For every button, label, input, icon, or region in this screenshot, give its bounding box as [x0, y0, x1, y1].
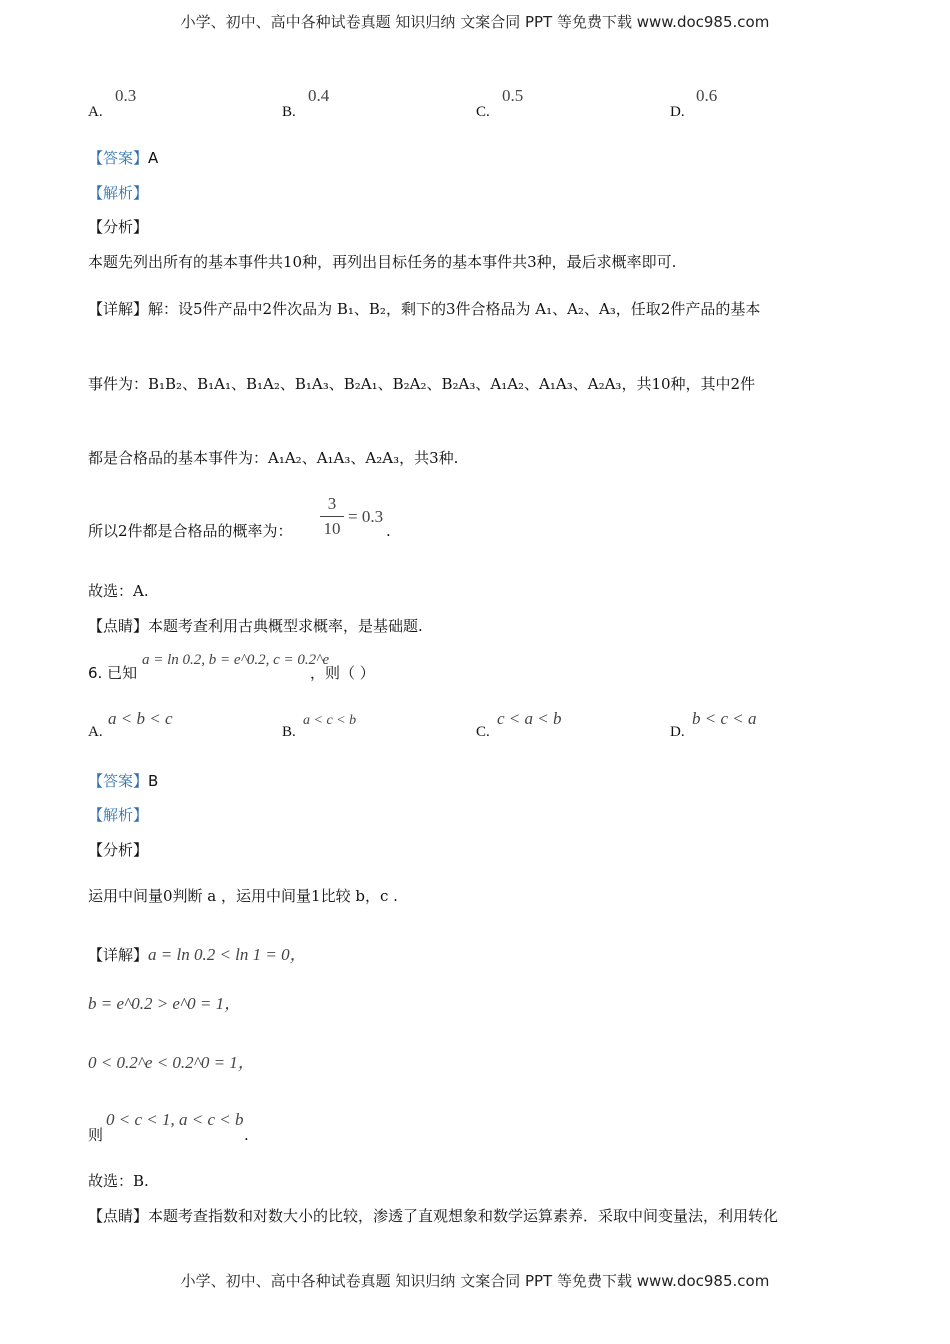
- option-c-label: C.: [476, 104, 490, 120]
- q6-detail-formula-2: b = e^0.2 > e^0 = 1，: [88, 994, 242, 1013]
- q6-answer-line: [88, 771, 158, 791]
- q6-detail-formula-4: 0 < c < 1, a < c < b: [106, 1110, 244, 1129]
- q6-option-b-label: B.: [282, 724, 296, 740]
- option-b-value: 0.4: [308, 86, 330, 105]
- q6-detail-formula-1: a = ln 0.2 < ln 1 = 0，: [148, 945, 307, 964]
- fenxi-tag: 【分析】: [88, 218, 149, 236]
- fraction: [320, 494, 344, 539]
- q6-choose-line: 故选：B.: [88, 1172, 149, 1190]
- answer-value: A: [148, 149, 159, 167]
- period: .: [386, 522, 391, 540]
- q6-option-d-value: b < c < a: [692, 709, 757, 728]
- detail-line-3: 都是合格品的基本事件为：A₁A₂、A₁A₃、A₂A₃，共3种.: [88, 449, 459, 467]
- page-header: 小学、初中、高中各种试卷真题 知识归纳 文案合同 PPT 等免费下载 www.doc985.com: [180, 13, 770, 31]
- prob-text: 所以2件都是合格品的概率为：: [88, 522, 293, 540]
- detail-line-1: [88, 299, 760, 319]
- q6-then-prefix: 则: [88, 1126, 104, 1144]
- comment-line: [88, 616, 423, 636]
- detail-line-2: 事件为：B₁B₂、B₁A₁、B₁A₂、B₁A₃、B₂A₁、B₂A₂、B₂A₃、A₁A₂、A₁A₃、A₂A₃，共10种，其中2件: [88, 375, 756, 393]
- detail-text: 解：设5件产品中2件次品为 B₁、B₂，剩下的3件合格品为 A₁、A₂、A₃，任取2件产品的基本: [148, 300, 761, 318]
- q6-stem-prefix: 6. 已知: [88, 664, 138, 682]
- detail-tag: 【详解】: [88, 300, 149, 318]
- q6-option-b-value: a < c < b: [303, 713, 357, 728]
- q6-stem-suffix: ，则（ ）: [310, 664, 375, 682]
- option-a-label: A.: [88, 104, 103, 120]
- comment-text: 本题考查利用古典概型求概率，是基础题.: [148, 617, 423, 635]
- fraction-result: = 0.3: [348, 507, 384, 526]
- choose-line: 故选：A.: [88, 582, 149, 600]
- comment-tag: 【点睛】: [88, 617, 149, 635]
- answer-line: [88, 148, 158, 168]
- q6-option-a-label: A.: [88, 724, 103, 740]
- page-footer: 小学、初中、高中各种试卷真题 知识归纳 文案合同 PPT 等免费下载 www.doc985.com: [180, 1272, 770, 1290]
- q6-option-c-label: C.: [476, 724, 490, 740]
- q6-fenxi-tag: 【分析】: [88, 841, 149, 859]
- q6-option-c-value: c < a < b: [497, 709, 562, 728]
- option-c-value: 0.5: [502, 86, 524, 105]
- q6-option-d-label: D.: [670, 724, 685, 740]
- option-a-value: 0.3: [115, 86, 137, 105]
- q6-comment-tag: 【点睛】: [88, 1207, 149, 1225]
- analysis-tag: 【解析】: [88, 184, 149, 202]
- fraction-denominator: 10: [323, 519, 341, 538]
- option-d-label: D.: [670, 104, 685, 120]
- option-d-value: 0.6: [696, 86, 718, 105]
- answer-tag: 【答案】: [88, 149, 149, 167]
- option-b-label: B.: [282, 104, 296, 120]
- q6-option-a-value: a < b < c: [108, 709, 173, 728]
- q6-analysis-tag: 【解析】: [88, 806, 149, 824]
- q6-answer-tag: 【答案】: [88, 772, 149, 790]
- q6-detail-line-1: [88, 945, 307, 965]
- q6-period: .: [244, 1126, 249, 1144]
- q6-detail-tag: 【详解】: [88, 946, 149, 964]
- q6-answer-value: B: [148, 772, 159, 790]
- q6-fenxi-text: 运用中间量0判断 a ，运用中间量1比较 b，c .: [88, 887, 398, 905]
- q6-detail-formula-3: 0 < 0.2^e < 0.2^0 = 1，: [88, 1053, 255, 1072]
- q6-comment-line: [88, 1206, 778, 1226]
- fenxi-text: 本题先列出所有的基本事件共10种，再列出目标任务的基本事件共3种，最后求概率即可.: [88, 253, 677, 271]
- fraction-numerator: 3: [327, 494, 337, 513]
- q6-comment-text: 本题考查指数和对数大小的比较，渗透了直观想象和数学运算素养．采取中间变量法，利用转化: [148, 1207, 779, 1225]
- q6-stem-formula: a = ln 0.2, b = e^0.2, c = 0.2^e: [142, 652, 330, 668]
